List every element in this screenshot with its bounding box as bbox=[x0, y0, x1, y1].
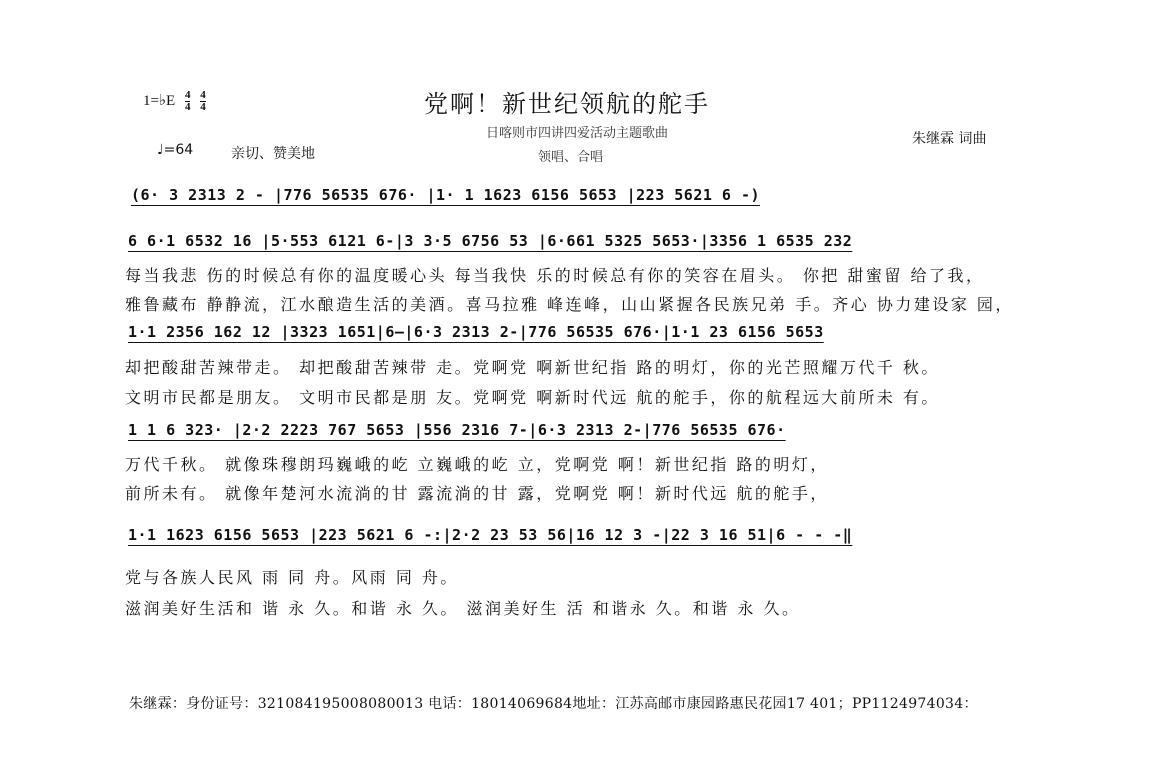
notation-line-2: 6 6·1 6532 16 |5·553 6121 6-|3 3·5 6756 53 |6·661 5325 5653·|3356 1 6535 232 bbox=[128, 232, 853, 250]
lyrics-line-3-verse-1: 却把酸甜苦辣带走。 却把酸甜苦辣带 走。党啊党 啊新世纪指 路的明灯，你的光芒照耀万代千 秋。 bbox=[125, 358, 940, 377]
performance-style: 领唱、合唱 bbox=[538, 150, 604, 165]
key-signature bbox=[143, 90, 206, 113]
lyrics-line-4-verse-1: 万代千秋。 就像珠穆朗玛巍峨的屹 立巍峨的屹 立，党啊党 啊！新世纪指 路的明灯， bbox=[125, 455, 829, 474]
contact-footer: 朱继霖：身份证号：321084195008080013 电话：18014069684地址：江苏高邮市康园路惠民花园17 401；PP1124974034： bbox=[129, 696, 978, 712]
composer-credit: 朱继霖 词曲 bbox=[912, 131, 987, 147]
notation-line-3: 1·1 2356 162 12 |3323 1651|6—|6·3 2313 2-|776 56535 676·|1·1 23 6156 5653 bbox=[128, 323, 824, 341]
lyrics-line-5-verse-1: 党与各族人民风 雨 同 舟。风雨 同 舟。 bbox=[125, 568, 459, 587]
lyrics-line-2-verse-1: 每当我悲 伤的时候总有你的温度暖心头 每当我快 乐的时候总有你的笑容在眉头。 你把 甜蜜留 给了我， bbox=[125, 266, 985, 285]
lyrics-line-5-verse-2: 滋润美好生活和 谐 永 久。和谐 永 久。 滋润美好生 活 和谐永 久。和谐 永 久。 bbox=[125, 599, 801, 618]
expression-marking: 亲切、赞美地 bbox=[231, 146, 315, 162]
lyrics-line-4-verse-2: 前所未有。 就像年楚河水流淌的甘 露流淌的甘 露，党啊党 啊！新时代远 航的舵手， bbox=[125, 484, 829, 503]
notation-line-4: 1 1 6 323· |2·2 2223 767 5653 |556 2316 7-|6·3 2313 2-|776 56535 676· bbox=[128, 421, 786, 439]
song-title: 党啊！新世纪领航的舵手 bbox=[424, 90, 710, 118]
key-label: 1=♭E bbox=[143, 92, 176, 109]
notation-line-1: (6· 3 2313 2 - |776 56535 676· |1· 1 1623 6156 5653 |223 5621 6 -) bbox=[131, 186, 761, 204]
notation-line-5: 1·1 1623 6156 5653 |223 5621 6 -:|2·2 23 53 56|16 12 3 -|22 3 16 51|6 - - -‖ bbox=[128, 526, 853, 544]
tempo-marking: ♩=64 bbox=[157, 142, 194, 158]
lyrics-line-2-verse-2: 雅鲁藏布 静静流，江水酿造生活的美酒。喜马拉雅 峰连峰，山山紧握各民族兄弟 手。齐心 协力建设家 园， bbox=[125, 295, 1014, 314]
lyrics-line-3-verse-2: 文明市民都是朋友。 文明市民都是朋 友。党啊党 啊新时代远 航的舵手，你的航程远大前所未 有。 bbox=[125, 388, 940, 407]
time-signature-alt: $\frac{4}{4}$ bbox=[200, 89, 206, 113]
song-subtitle: 日喀则市四讲四爱活动主题歌曲 bbox=[486, 126, 669, 141]
time-signature: $\frac{4}{4}$ bbox=[184, 89, 191, 113]
